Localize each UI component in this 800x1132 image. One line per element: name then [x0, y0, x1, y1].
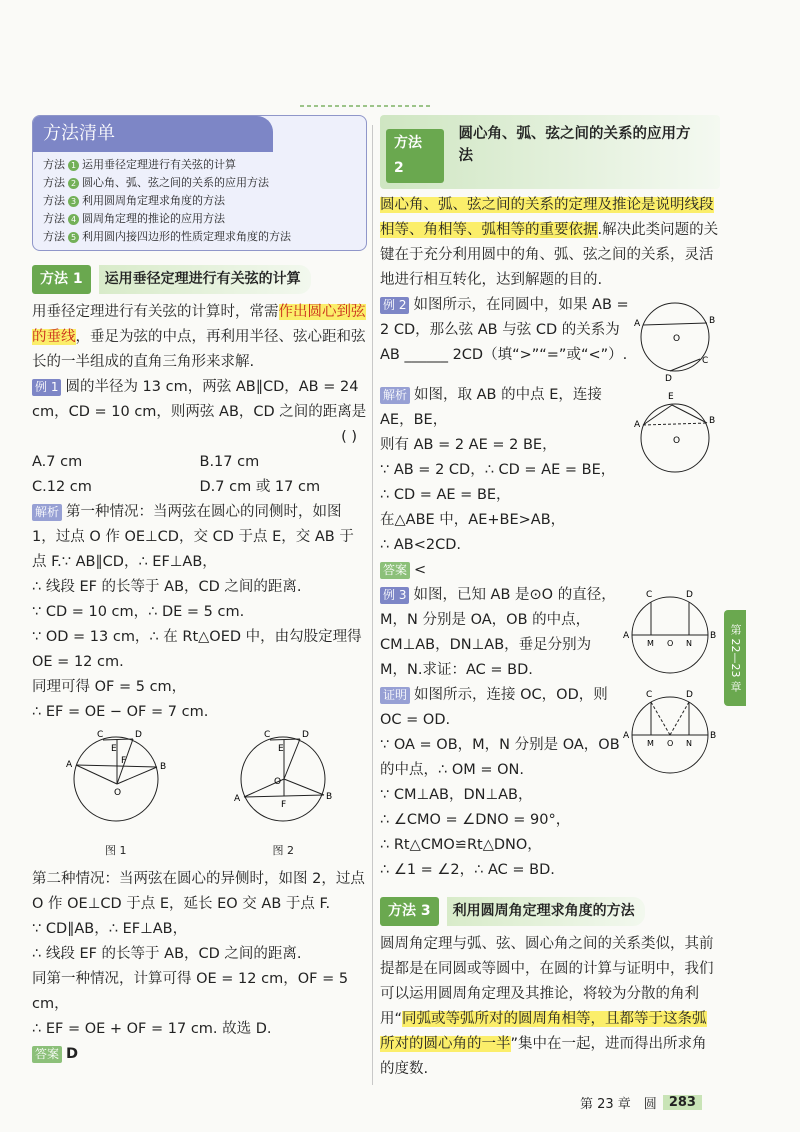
analysis1-line: ∴ 线段 EF 的长等于 AB，CD 之间的距离.	[32, 579, 302, 595]
option-c: C.12 cm	[32, 479, 92, 495]
svg-text:C: C	[646, 590, 653, 600]
method-list-item: 方法 4 圆周角定理的推论的应用方法	[43, 212, 225, 225]
analysis1-line: ∵ CD = 10 cm，∴ DE = 5 cm.	[32, 604, 245, 620]
figure-1: C D A B E F O 图 1	[65, 730, 166, 857]
option-b: B.17 cm	[199, 454, 260, 470]
method2-header	[380, 115, 720, 189]
answer2: 答案 <	[380, 558, 720, 583]
proof-figure	[620, 683, 720, 783]
option-a: A.7 cm	[32, 454, 83, 470]
proof-text	[380, 683, 620, 883]
analysis1-line: ∵ OD = 13 cm，∴ 在 Rt△OED 中，由勾股定理得 OE = 12 cm.	[32, 629, 362, 670]
method3-title: 利用圆周角定理求角度的方法	[447, 897, 645, 926]
svg-text:E: E	[668, 392, 674, 402]
options-row-2	[32, 475, 367, 500]
proof-line: 证明 如图所示，连接 OC，OD，则 OC = OD.	[380, 687, 608, 728]
method1-tag: 方法 1	[32, 265, 91, 294]
example3-figure	[620, 583, 720, 683]
svg-text:A: A	[623, 731, 630, 741]
svg-text:E: E	[278, 744, 284, 754]
answer1-tag: 答案	[32, 1046, 62, 1063]
method-list-item: 方法 1 运用垂径定理进行有关弦的计算	[43, 158, 236, 171]
proof-block	[380, 683, 720, 883]
svg-text:M: M	[647, 739, 654, 748]
method2-title: 圆心角、弧、弦之间的关系的应用方法	[458, 126, 691, 164]
svg-text:B: B	[710, 731, 717, 741]
example3-tag: 例 3	[380, 587, 409, 604]
method-list-box	[32, 115, 367, 251]
analysis2-tag: 解析	[380, 387, 410, 404]
svg-text:O: O	[667, 639, 674, 648]
svg-text:A: A	[234, 794, 241, 804]
svg-text:N: N	[686, 739, 692, 748]
svg-text:O: O	[673, 334, 681, 344]
page-number: 283	[663, 1095, 702, 1110]
answer1: 答案 D	[32, 1042, 367, 1067]
analysis1-tag: 解析	[32, 504, 62, 521]
method1-intro: 用垂径定理进行有关弦的计算时，常需作出圆心到弦的垂线，垂足为弦的中点，再利用半径、弦心距和弦长的一半组成的直角三角形来求解.	[32, 304, 366, 370]
svg-text:C: C	[646, 690, 653, 700]
svg-text:D: D	[302, 730, 310, 740]
svg-text:A: A	[65, 760, 72, 770]
svg-text:A: A	[623, 631, 630, 641]
figure-2: C D A B E F O 图 2	[234, 730, 333, 857]
method1-header	[32, 265, 367, 294]
method-list-item: 方法 2 圆心角、弧、弦之间的关系的应用方法	[43, 176, 269, 189]
svg-text:C: C	[96, 730, 104, 740]
svg-text:O: O	[673, 436, 681, 446]
case2-line: ∴ 线段 EF 的长等于 AB，CD 之间的距离.	[32, 946, 302, 962]
method3-text: 圆周角定理与弧、弦、圆心角之间的关系类似，其前提都是在同圆或等圆中，在圆的计算与证明中，我们可以运用圆周角定理及其推论，将较为分散的角利用“同弧或等弧所对的圆周角相等，且都等于这条弧所对的圆心角的一半”集中在一起，进而得出所求角的度数.	[380, 936, 714, 1077]
right-column	[380, 115, 720, 1082]
svg-text:B: B	[159, 762, 166, 772]
method-list-item: 方法 5 利用圆内接四边形的性质定理求角度的方法	[43, 230, 291, 243]
method2-intro: 圆心角、弧、弦之间的关系的定理及推论是说明线段相等、角相等、弧相等的重要依据.解决此类问题的关键在于充分利用圆中的角、弧、弦之间的关系，灵活地进行相互转化，达到解题的目的.	[380, 197, 719, 288]
analysis1-line: 同理可得 OF = 5 cm，	[32, 679, 187, 695]
footer-chapter: 第 23 章 圆	[580, 1097, 657, 1112]
svg-text:O: O	[274, 777, 282, 787]
left-column	[32, 115, 367, 1067]
example3-block	[380, 583, 720, 683]
svg-text:C: C	[264, 730, 271, 740]
chapter-side-tab: 第 22—23 章	[724, 610, 746, 706]
example2-figure	[630, 293, 720, 383]
example2-tag: 例 2	[380, 297, 409, 314]
options-row-1	[32, 450, 367, 475]
method-list-item: 方法 3 利用圆周角定理求角度的方法	[43, 194, 225, 207]
svg-text:N: N	[686, 639, 692, 648]
svg-text:D: D	[665, 374, 672, 383]
decorative-dots	[300, 95, 450, 99]
svg-text:A: A	[634, 420, 641, 430]
svg-text:O: O	[667, 739, 674, 748]
method1-title: 运用垂径定理进行有关弦的计算	[99, 265, 311, 294]
svg-text:O: O	[113, 788, 121, 798]
column-divider	[372, 125, 373, 1085]
svg-text:D: D	[686, 690, 693, 700]
analysis2-line: ∴ CD = AE = BE，	[380, 487, 511, 503]
case2-line: ∵ CD∥AB，∴ EF⊥AB，	[32, 921, 188, 937]
proof-line: ∵ OA = OB，M，N 分别是 OA，OB 的中点，∴ OM = ON.	[380, 737, 620, 778]
analysis2-line: ∵ AB = 2 CD，∴ CD = AE = BE，	[380, 462, 616, 478]
analysis2-line: 在△ABE 中，AE+BE>AB，	[380, 512, 566, 528]
analysis2-text	[380, 383, 630, 558]
option-d: D.7 cm 或 17 cm	[199, 479, 321, 495]
proof-line: ∴ ∠1 = ∠2，∴ AC = BD.	[380, 862, 555, 878]
method-list-title: 方法清单	[33, 116, 273, 152]
method3-header	[380, 897, 720, 926]
case2-line: 同第一种情况，计算可得 OE = 12 cm，OF = 5 cm，	[32, 971, 349, 1012]
page-footer	[580, 1093, 702, 1112]
example1-tag: 例 1	[32, 379, 61, 396]
svg-text:B: B	[709, 316, 716, 326]
svg-text:A: A	[634, 319, 641, 329]
svg-text:F: F	[120, 756, 126, 766]
proof-line: ∴ Rt△CMO≌Rt△DNO，	[380, 837, 542, 853]
answer2-tag: 答案	[380, 562, 410, 579]
analysis2-line: ∴ AB<2CD.	[380, 537, 461, 553]
example2-block	[380, 293, 720, 383]
proof-line: ∵ CM⊥AB，DN⊥AB，	[380, 787, 533, 803]
svg-text:D: D	[686, 590, 693, 600]
svg-text:B: B	[710, 631, 717, 641]
analysis1-line: 解析 第一种情况：当两弦在圆心的同侧时，如图 1，过点 O 作 OE⊥CD，交 CD 于点 E，交 AB 于点 F.∵ AB∥CD，∴ EF⊥AB，	[32, 504, 354, 570]
example1: 例 1 圆的半径为 13 cm，两弦 AB∥CD，AB = 24 cm，CD = 10 cm，则两弦 AB，CD 之间的距离是	[32, 379, 367, 420]
analysis2-figure	[630, 383, 720, 493]
method-list-items	[33, 152, 366, 250]
analysis2-block	[380, 383, 720, 558]
svg-text:E: E	[110, 744, 117, 754]
svg-text:C: C	[702, 356, 709, 366]
svg-text:B: B	[326, 792, 333, 802]
proof-tag: 证明	[380, 687, 410, 704]
case2-line: ∴ EF = OE + OF = 17 cm. 故选 D.	[32, 1021, 272, 1037]
figures-1-2	[32, 729, 367, 863]
svg-text:F: F	[281, 800, 287, 810]
example2: 例 2 如图所示，在同圆中，如果 AB = 2 CD，那么弦 AB 与弦 CD 的关系为 AB ______ 2CD（填“>”“=”或“<”）.	[380, 297, 629, 363]
example1-paren: ( )	[341, 429, 357, 445]
example3: 例 3 如图，已知 AB 是⊙O 的直径，M，N 分别是 OA，OB 的中点，CM⊥AB，DN⊥AB，垂足分别为 M，N.求证：AC = BD.	[380, 587, 616, 678]
svg-text:B: B	[709, 416, 716, 426]
method2-tag: 方法 2	[386, 129, 444, 183]
svg-text:M: M	[647, 639, 654, 648]
analysis2-line: 则有 AB = 2 AE = 2 BE，	[380, 437, 557, 453]
svg-text:D: D	[134, 730, 142, 740]
method3-tag: 方法 3	[380, 897, 439, 926]
proof-line: ∴ ∠CMO = ∠DNO = 90°，	[380, 812, 571, 828]
analysis2-line: 解析 如图，取 AB 的中点 E，连接 AE，BE，	[380, 387, 602, 428]
analysis1-line: ∴ EF = OE − OF = 7 cm.	[32, 704, 209, 720]
case2-line: 第二种情况：当两弦在圆心的异侧时，如图 2，过点 O 作 OE⊥CD 于点 E，延长 EO 交 AB 于点 F.	[32, 871, 365, 912]
